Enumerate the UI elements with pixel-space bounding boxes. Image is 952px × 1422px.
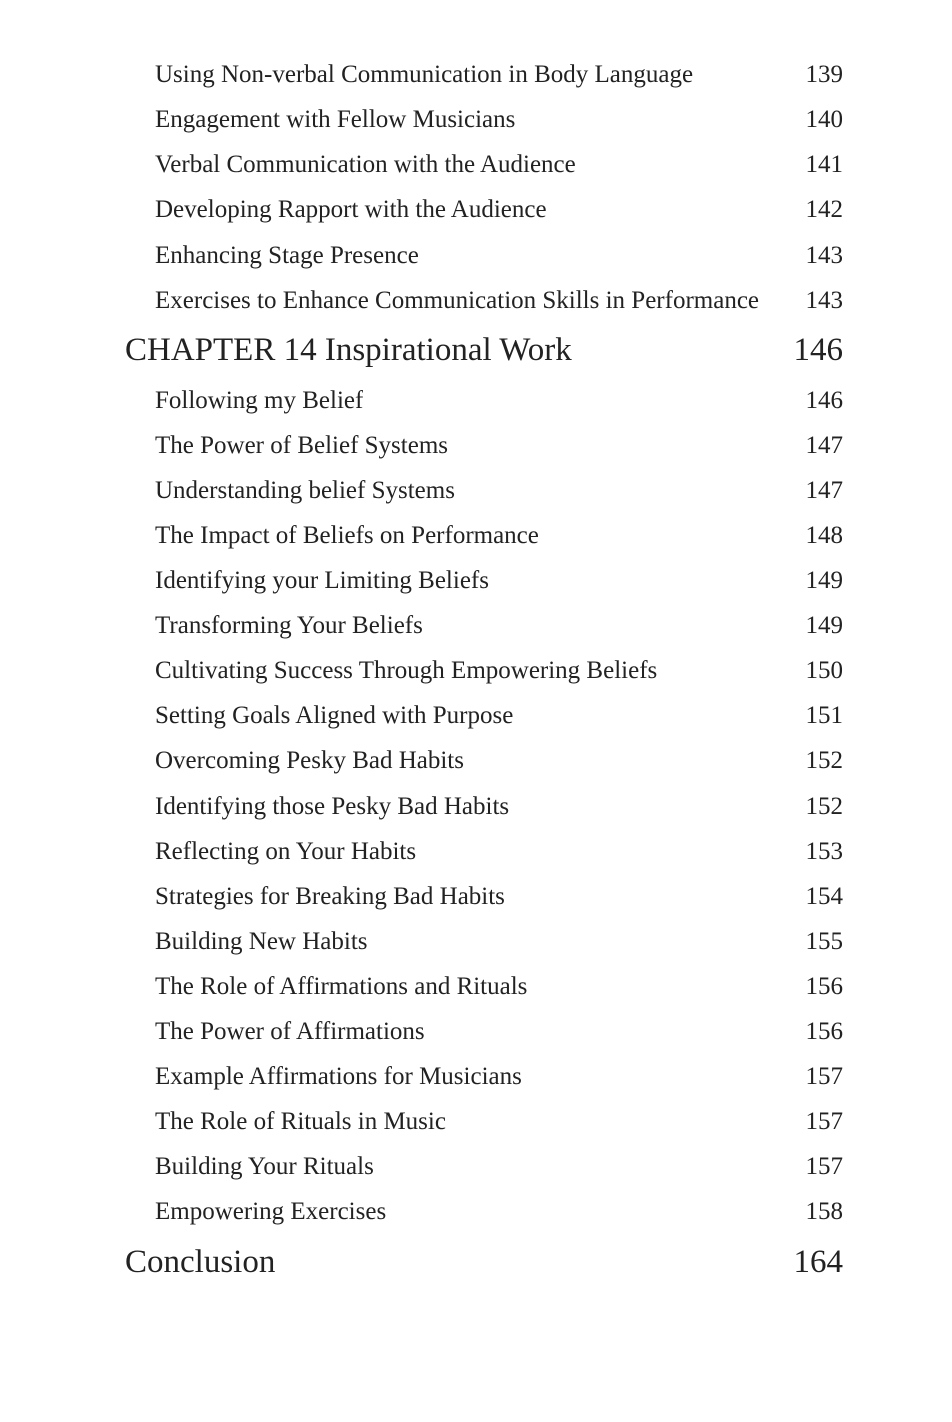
toc-entry-title: Exercises to Enhance Communication Skills in Performance: [155, 287, 760, 314]
toc-entry-title: Developing Rapport with the Audience: [155, 196, 547, 223]
toc-entry[interactable]: [155, 925, 843, 959]
toc-entry-page: 147: [805, 432, 843, 459]
toc-entry-title: Building New Habits: [155, 928, 368, 955]
toc-entry-page: 148: [805, 522, 843, 549]
toc-entry-page: 143: [805, 287, 843, 314]
toc-entry[interactable]: [155, 1015, 843, 1049]
toc-entry-title: Following my Belief: [155, 387, 364, 414]
toc-entry-title: Enhancing Stage Presence: [155, 242, 419, 269]
toc-entry[interactable]: [155, 239, 843, 273]
toc-entry-title: Transforming Your Beliefs: [155, 612, 423, 639]
toc-entry-title: Using Non-verbal Communication in Body Language: [155, 61, 694, 88]
toc-chapter-page: 164: [793, 1244, 843, 1280]
toc-entry-page: 152: [805, 747, 843, 774]
toc-entry-title: Building Your Rituals: [155, 1153, 374, 1180]
toc-entry-page: 140: [805, 106, 843, 133]
toc-entry-title: Setting Goals Aligned with Purpose: [155, 702, 514, 729]
toc-entry[interactable]: [155, 193, 843, 227]
toc-entry-title: Overcoming Pesky Bad Habits: [155, 747, 464, 774]
toc-entry[interactable]: [155, 654, 843, 688]
toc-entry-page: 143: [805, 242, 843, 269]
toc-entry[interactable]: [155, 970, 843, 1004]
toc-entry-title: Cultivating Success Through Empowering Beliefs: [155, 657, 658, 684]
toc-entry[interactable]: [155, 103, 843, 137]
toc-entry-title: Empowering Exercises: [155, 1198, 387, 1225]
toc-entry-title: Identifying those Pesky Bad Habits: [155, 793, 510, 820]
toc-entry-page: 146: [805, 387, 843, 414]
toc-entry[interactable]: [155, 564, 843, 598]
toc-entry-page: 153: [805, 838, 843, 865]
toc-entry-page: 141: [805, 151, 843, 178]
toc-entry-title: Verbal Communication with the Audience: [155, 151, 576, 178]
toc-entry[interactable]: [155, 699, 843, 733]
toc-entry-page: 157: [805, 1153, 843, 1180]
toc-entry-page: 149: [805, 612, 843, 639]
toc-entry-title: Understanding belief Systems: [155, 477, 455, 504]
toc-entry-title: The Impact of Beliefs on Performance: [155, 522, 539, 549]
toc-entry-page: 147: [805, 477, 843, 504]
toc-entry-page: 149: [805, 567, 843, 594]
toc-entry-page: 156: [805, 1018, 843, 1045]
toc-entry-title: Engagement with Fellow Musicians: [155, 106, 516, 133]
toc-entry[interactable]: [155, 474, 843, 508]
toc-entry-title: Strategies for Breaking Bad Habits: [155, 883, 505, 910]
toc-entry[interactable]: [155, 429, 843, 463]
toc-chapter-title: CHAPTER 14 Inspirational Work: [125, 332, 572, 368]
toc-entry[interactable]: [155, 744, 843, 778]
toc-entry-title: Identifying your Limiting Beliefs: [155, 567, 489, 594]
toc-entry[interactable]: [155, 384, 843, 418]
toc-entry[interactable]: [155, 1060, 843, 1094]
toc-entry[interactable]: [155, 790, 843, 824]
toc-entry[interactable]: [155, 1150, 843, 1184]
toc-entry-title: The Role of Affirmations and Rituals: [155, 973, 528, 1000]
toc-entry-page: 151: [805, 702, 843, 729]
toc-entry[interactable]: [155, 519, 843, 553]
toc-entry-page: 157: [805, 1108, 843, 1135]
toc-entry[interactable]: [155, 1105, 843, 1139]
toc-entry-page: 156: [805, 973, 843, 1000]
toc-entry-title: The Role of Rituals in Music: [155, 1108, 446, 1135]
toc-entry-title: The Power of Affirmations: [155, 1018, 425, 1045]
toc-entry-page: 157: [805, 1063, 843, 1090]
toc-entry[interactable]: [155, 148, 843, 182]
toc-entry-page: 152: [805, 793, 843, 820]
toc-chapter-page: 146: [793, 332, 843, 368]
toc-entry-page: 154: [805, 883, 843, 910]
toc-entry[interactable]: [155, 609, 843, 643]
toc-chapter-title: Conclusion: [125, 1244, 276, 1280]
toc-entry[interactable]: [155, 1195, 843, 1229]
toc-entry-page: 150: [805, 657, 843, 684]
toc-entry[interactable]: [155, 835, 843, 869]
toc-entry-title: Example Affirmations for Musicians: [155, 1063, 522, 1090]
toc-entry[interactable]: [155, 58, 843, 92]
toc-entry[interactable]: [155, 880, 843, 914]
toc-entry-page: 155: [805, 928, 843, 955]
toc-chapter-entry[interactable]: [125, 328, 843, 372]
toc-entry-page: 158: [805, 1198, 843, 1225]
toc-entry-page: 139: [805, 61, 843, 88]
toc-chapter-entry[interactable]: [125, 1240, 843, 1284]
toc-entry-title: The Power of Belief Systems: [155, 432, 449, 459]
toc-entry[interactable]: [155, 284, 843, 318]
toc-entry-page: 142: [805, 196, 843, 223]
toc-entry-title: Reflecting on Your Habits: [155, 838, 417, 865]
